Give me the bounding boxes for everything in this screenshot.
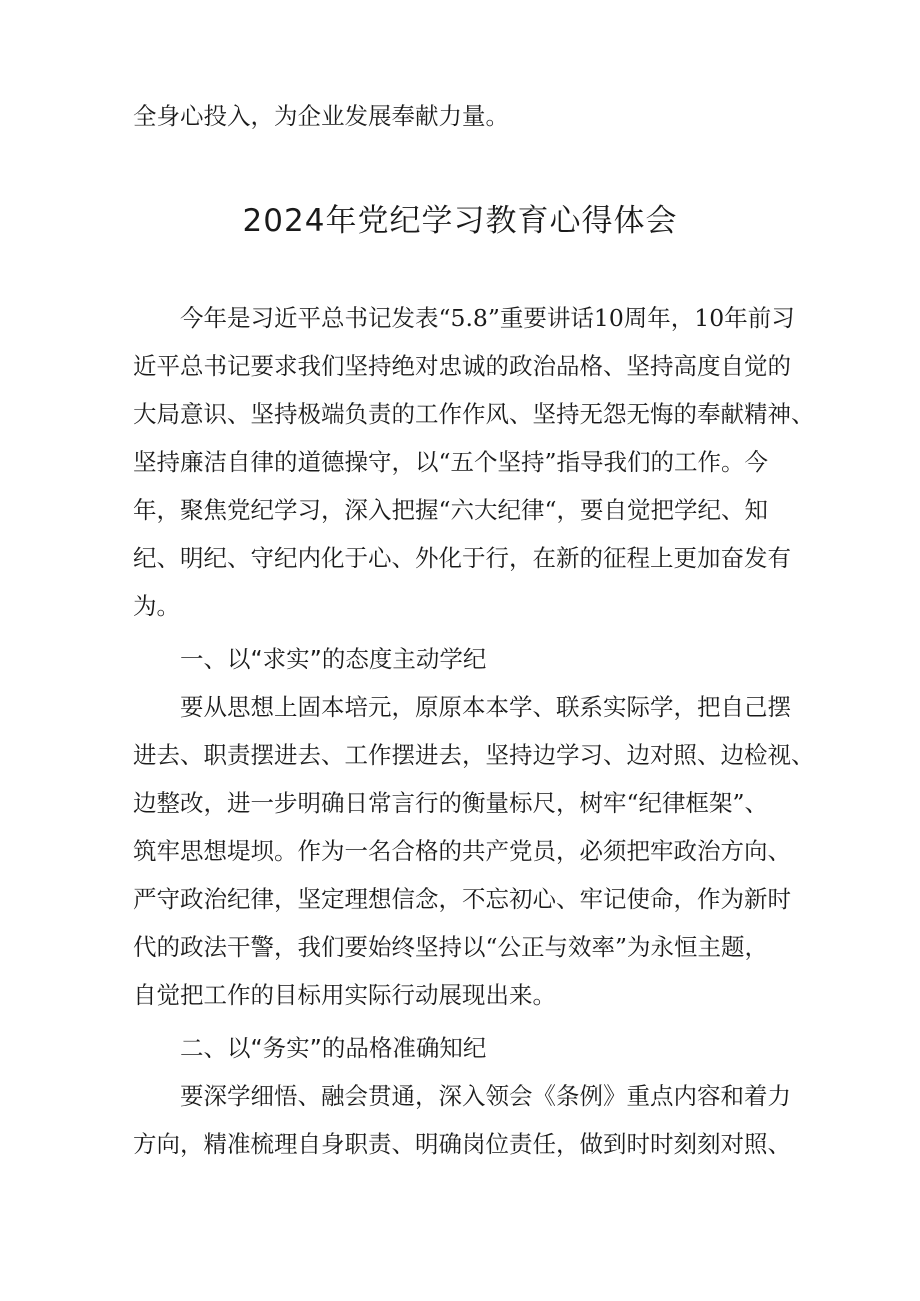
section-2-line-1: 要深学细悟、融会贯通，深入领会《条例》重点内容和着力: [180, 1082, 791, 1110]
section-1-line-4: 筑牢思想堤坝。作为一名合格的共产党员，必须把牢政治方向、: [133, 837, 791, 865]
intro-line-7: 为。: [133, 592, 180, 620]
intro-line-3: 大局意识、坚持极端负责的工作作风、坚持无怨无悔的奉献精神、: [133, 400, 815, 428]
section-1-line-5: 严守政治纪律，坚定理想信念，不忘初心、牢记使命，作为新时: [133, 885, 791, 913]
intro-line-1: 今年是习近平总书记发表“5.8”重要讲话10周年，10年前习: [180, 304, 795, 332]
intro-line-4: 坚持廉洁自律的道德操守，以“五个坚持”指导我们的工作。今: [133, 448, 769, 476]
section-1-line-2: 进去、职责摆进去、工作摆进去，坚持边学习、边对照、边检视、: [133, 741, 815, 769]
section-2-heading: 二、以“务实”的品格准确知纪: [180, 1034, 487, 1062]
document-title: 2024年党纪学习教育心得体会: [242, 203, 678, 239]
intro-line-2: 近平总书记要求我们坚持绝对忠诚的政治品格、坚持高度自觉的: [133, 352, 791, 380]
section-1-line-6: 代的政法干警，我们要始终坚持以“公正与效率”为永恒主题，: [133, 933, 769, 961]
section-1-line-3: 边整改，进一步明确日常言行的衡量标尺，树牢“纪律框架”、: [133, 789, 769, 817]
section-1-line-7: 自觉把工作的目标用实际行动展现出来。: [133, 981, 556, 1009]
section-2-line-2: 方向，精准梳理自身职责、明确岗位责任，做到时时刻刻对照、: [133, 1130, 791, 1158]
intro-line-5: 年，聚焦党纪学习，深入把握“六大纪律“，要自觉把学纪、知: [133, 496, 769, 524]
lead-line: 全身心投入，为企业发展奉献力量。: [133, 102, 509, 130]
section-1-heading: 一、以“求实”的态度主动学纪: [180, 645, 487, 673]
section-1-line-1: 要从思想上固本培元，原原本本学、联系实际学，把自己摆: [180, 693, 791, 721]
intro-line-6: 纪、明纪、守纪内化于心、外化于行，在新的征程上更加奋发有: [133, 544, 791, 572]
